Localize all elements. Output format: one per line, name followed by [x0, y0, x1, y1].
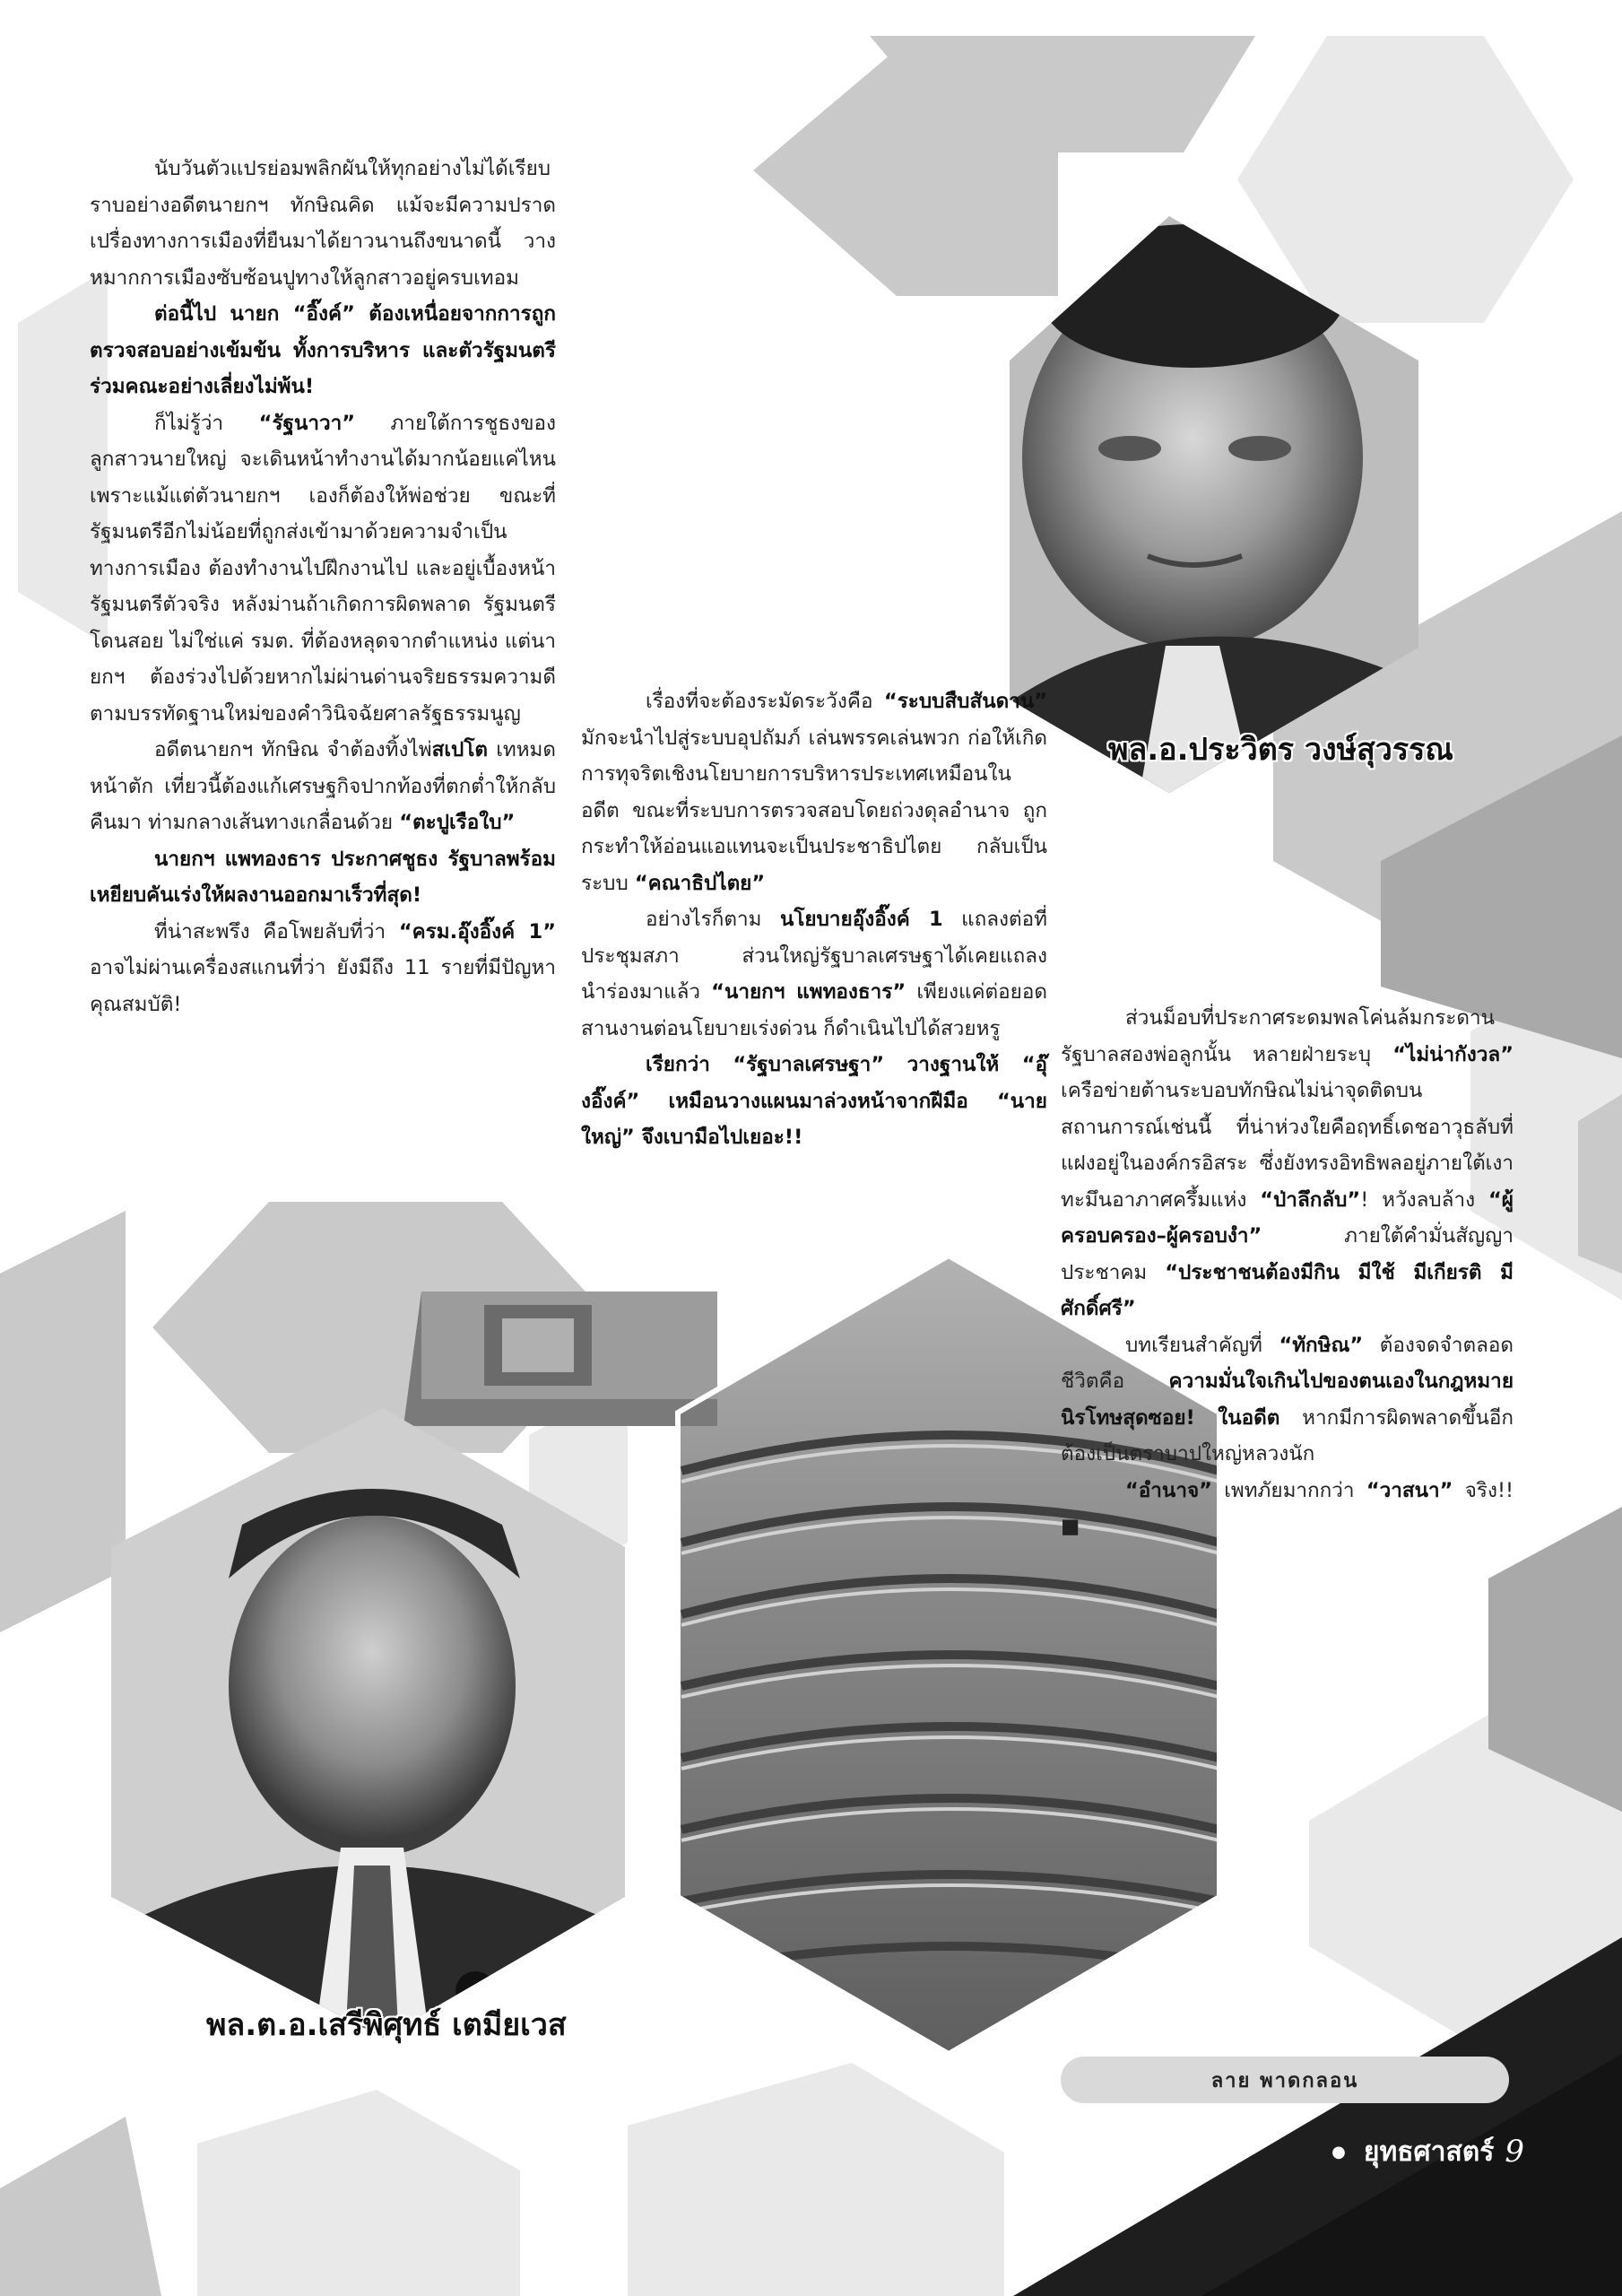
- bold-text: “วาสนา”: [1366, 1478, 1453, 1502]
- text-run: บทเรียนสำคัญที่: [1125, 1333, 1279, 1357]
- author-byline: ลาย พาดกลอน: [1061, 2057, 1509, 2103]
- article-paragraph: [90, 405, 556, 733]
- text-run: ที่น่าสะพรึง คือโพยลับที่ว่า: [154, 919, 399, 944]
- article-paragraph: [581, 1047, 1047, 1156]
- page-footer: [1022, 2126, 1524, 2179]
- article-paragraph: [1061, 1000, 1514, 1327]
- bold-text: “อำนาจ”: [1125, 1478, 1212, 1502]
- bold-text: “ครม.อุ๊งอิ๊งค์ 1”: [398, 919, 556, 944]
- text-run: อดีตนายกฯ ทักษิณ จำต้องทิ้งไพ่: [154, 738, 432, 761]
- text-run: ต้องจดจำตลอดชีวิตคือ: [1061, 1333, 1514, 1393]
- text-run: นับวันตัวแปรย่อมพลิกผันให้ทุกอย่างไม่ได้เรียบราบอย่างอดีตนายกฯ ทักษิณคิด แม้จะมีความปราดเปรื่องทางการเมืองที่ยืนมาได้ยาวนานถึงขนาดนี้ วางหมากการเมืองซับซ้อนปูทางให้ลูกสาวอยู่ครบเทอม: [90, 157, 556, 290]
- text-run: เพียงแค่ต่อยอดสานงานต่อนโยบายเร่งด่วน ก็ดำเนินไปได้สวยหรู: [581, 980, 1047, 1040]
- bold-text: “นายกฯ แพทองธาร”: [711, 980, 906, 1004]
- article-paragraph: [1061, 1327, 1514, 1473]
- text-run: ก็ไม่รู้ว่า: [154, 411, 259, 435]
- article-paragraph: [1061, 1473, 1514, 1545]
- text-run: หากมีการผิดพลาดขึ้นอีก ต้องเป็นตราบาปใหญ่หลวงนัก: [1061, 1405, 1514, 1465]
- text-run: เครือข่ายต้านระบอบทักษิณไม่น่าจุดติดบนสถานการณ์เช่นนี้ ที่น่าห่วงใยคือฤทธิ์เดชอาวุธลับที่แฝงอยู่ในองค์กรอิสระ ซึ่งยังทรงอิทธิพลอยู่ภายใต้เงาทะมึนอาภาศครึ้มแห่ง: [1061, 1079, 1514, 1212]
- magazine-brand: ยุทธศาสตร์: [1363, 2135, 1495, 2168]
- text-run: ภายใต้คำมั่นสัญญาประชาคม: [1061, 1224, 1514, 1284]
- bold-text: “ป่าลึกลับ”: [1260, 1187, 1361, 1212]
- bold-text: นายกฯ แพทองธาร ประกาศชูธง รัฐบาลพร้อมเหยียบคันเร่งให้ผลงานออกมาเร็วที่สุด!: [90, 847, 556, 907]
- article-paragraph: [90, 914, 556, 1023]
- article-column-2: [581, 683, 1047, 1156]
- article-paragraph: [90, 841, 556, 914]
- bold-text: “ประชาชนต้องมีกิน มีใช้ มีเกียรติ มีศักดิ์ศรี”: [1061, 1260, 1514, 1320]
- text-run: จริง!! ■: [1061, 1478, 1514, 1538]
- bold-text: “ทักษิณ”: [1279, 1333, 1364, 1357]
- article-paragraph: [581, 901, 1047, 1047]
- text-run: ภายใต้การชูธงของลูกสาวนายใหญ่ จะเดินหน้าทำงานได้มากน้อยแค่ไหน เพราะแม้แต่ตัวนายกฯ เองก็ต้องให้พ่อช่วย ขณะที่รัฐมนตรีอีกไม่น้อยที่ถูกส่งเข้ามาด้วยความจำเป็นทางการเมือง ต้องทำงานไปฝึกงานไป และอยู่เบื้องหน้ารัฐมนตรีตัวจริง หลังม่านถ้าเกิดการผิดพลาด รัฐมนตรีโดนสอย ไม่ใช่แค่ รมต. ที่ต้องหลุดจากตำแหน่ง แต่นายกฯ ต้องร่วงไปด้วยหากไม่ผ่านด่านจริยธรรมความดีตามบรรทัดฐานใหม่ของคำวินิจฉัยศาลรัฐธรรมนูญ: [90, 411, 556, 726]
- article-paragraph: [90, 151, 556, 296]
- bold-text: เรียกว่า “รัฐบาลเศรษฐา” วางฐานให้ “อุ๊งอิ๊งค์” เหมือนวางแผนมาล่วงหน้าจากฝีมือ “นายใหญ่” จึงเบามือไปเยอะ!!: [581, 1053, 1047, 1149]
- bold-text: “คณาธิปไตย”: [634, 871, 766, 895]
- bold-text: “รัฐนาวา”: [258, 411, 356, 435]
- bold-text: สเปโต: [431, 738, 489, 761]
- bold-text: นโยบายอุ๊งอิ๊งค์ 1: [779, 908, 943, 931]
- bullet-dot-icon: ●: [1331, 2142, 1346, 2161]
- bold-text: “ผู้ครอบครอง–ผู้ครอบงำ”: [1061, 1187, 1514, 1248]
- text-run: มักจะนำไปสู่ระบบอุปถัมภ์ เล่นพรรคเล่นพวก ก่อให้เกิดการทุจริตเชิงนโยบายการบริหารประเทศเหมือนในอดีต ขณะที่ระบบการตรวจสอบโดยถ่วงดุลอำนาจ ถูกกระทำให้อ่อนแอแทนจะเป็นประชาธิปไตย กลับเป็นระบบ: [581, 726, 1047, 895]
- article-column-1: [90, 151, 556, 1022]
- article-paragraph: [90, 296, 556, 405]
- bold-text: “ตะปูเรือใบ”: [399, 811, 516, 834]
- bold-text: “ระบบสืบสันดาน”: [883, 690, 1047, 713]
- text-run: เพทภัยมากกว่า: [1211, 1478, 1366, 1502]
- page-number: 9: [1505, 2134, 1524, 2170]
- caption-prawit: พล.อ.ประวิตร วงษ์สุวรรณ: [1108, 732, 1453, 768]
- article-paragraph: [581, 683, 1047, 901]
- text-run: อย่างไรก็ตาม: [646, 908, 780, 931]
- bold-text: “ไม่น่ากังวล”: [1392, 1042, 1514, 1066]
- article-paragraph: [90, 732, 556, 841]
- bold-text: ความมั่นใจเกินไปของตนเองในกฎหมายนิรโทษสุดซอย! ในอดีต: [1061, 1370, 1514, 1430]
- text-run: ! หวังลบล้าง: [1360, 1187, 1489, 1212]
- text-run: เรื่องที่จะต้องระมัดระวังคือ: [646, 690, 884, 713]
- text-run: เทหมดหน้าตัก เที่ยวนี้ต้องแก้เศรษฐกิจปากท้องที่ตกต่ำให้กลับคืนมา ท่ามกลางเส้นทางเกลื่อนด้วย: [90, 738, 556, 834]
- text-run: อาจไม่ผ่านเครื่องสแกนที่ว่า ยังมีถึง 11 รายที่มีปัญหาคุณสมบัติ!: [90, 956, 556, 1016]
- text-run: ส่วนม็อบที่ประกาศระดมพลโค่นล้มกระดานรัฐบาลสองพ่อลูกนั้น หลายฝ่ายระบุ: [1061, 1006, 1495, 1066]
- article-column-3: [1061, 1000, 1514, 1545]
- caption-seri: พล.ต.อ.เสรีพิศุทธ์ เตมียเวส: [206, 2007, 567, 2043]
- text-run: แถลงต่อที่ประชุมสภา ส่วนใหญ่รัฐบาลเศรษฐาได้เคยแถลงนำร่องมาแล้ว: [581, 908, 1048, 1004]
- footer-slogan: เพื่อชาติ ศาสน์ กษัตริย์ และประชาชน: [1022, 2126, 1254, 2179]
- bold-text: ต่อนี้ไป นายก “อิ๊งค์” ต้องเหนื่อยจากการถูกตรวจสอบอย่างเข้มข้น ทั้งการบริหาร และตัวรัฐมนตรีร่วมคณะอย่างเลี่ยงไม่พ้น!: [90, 302, 556, 398]
